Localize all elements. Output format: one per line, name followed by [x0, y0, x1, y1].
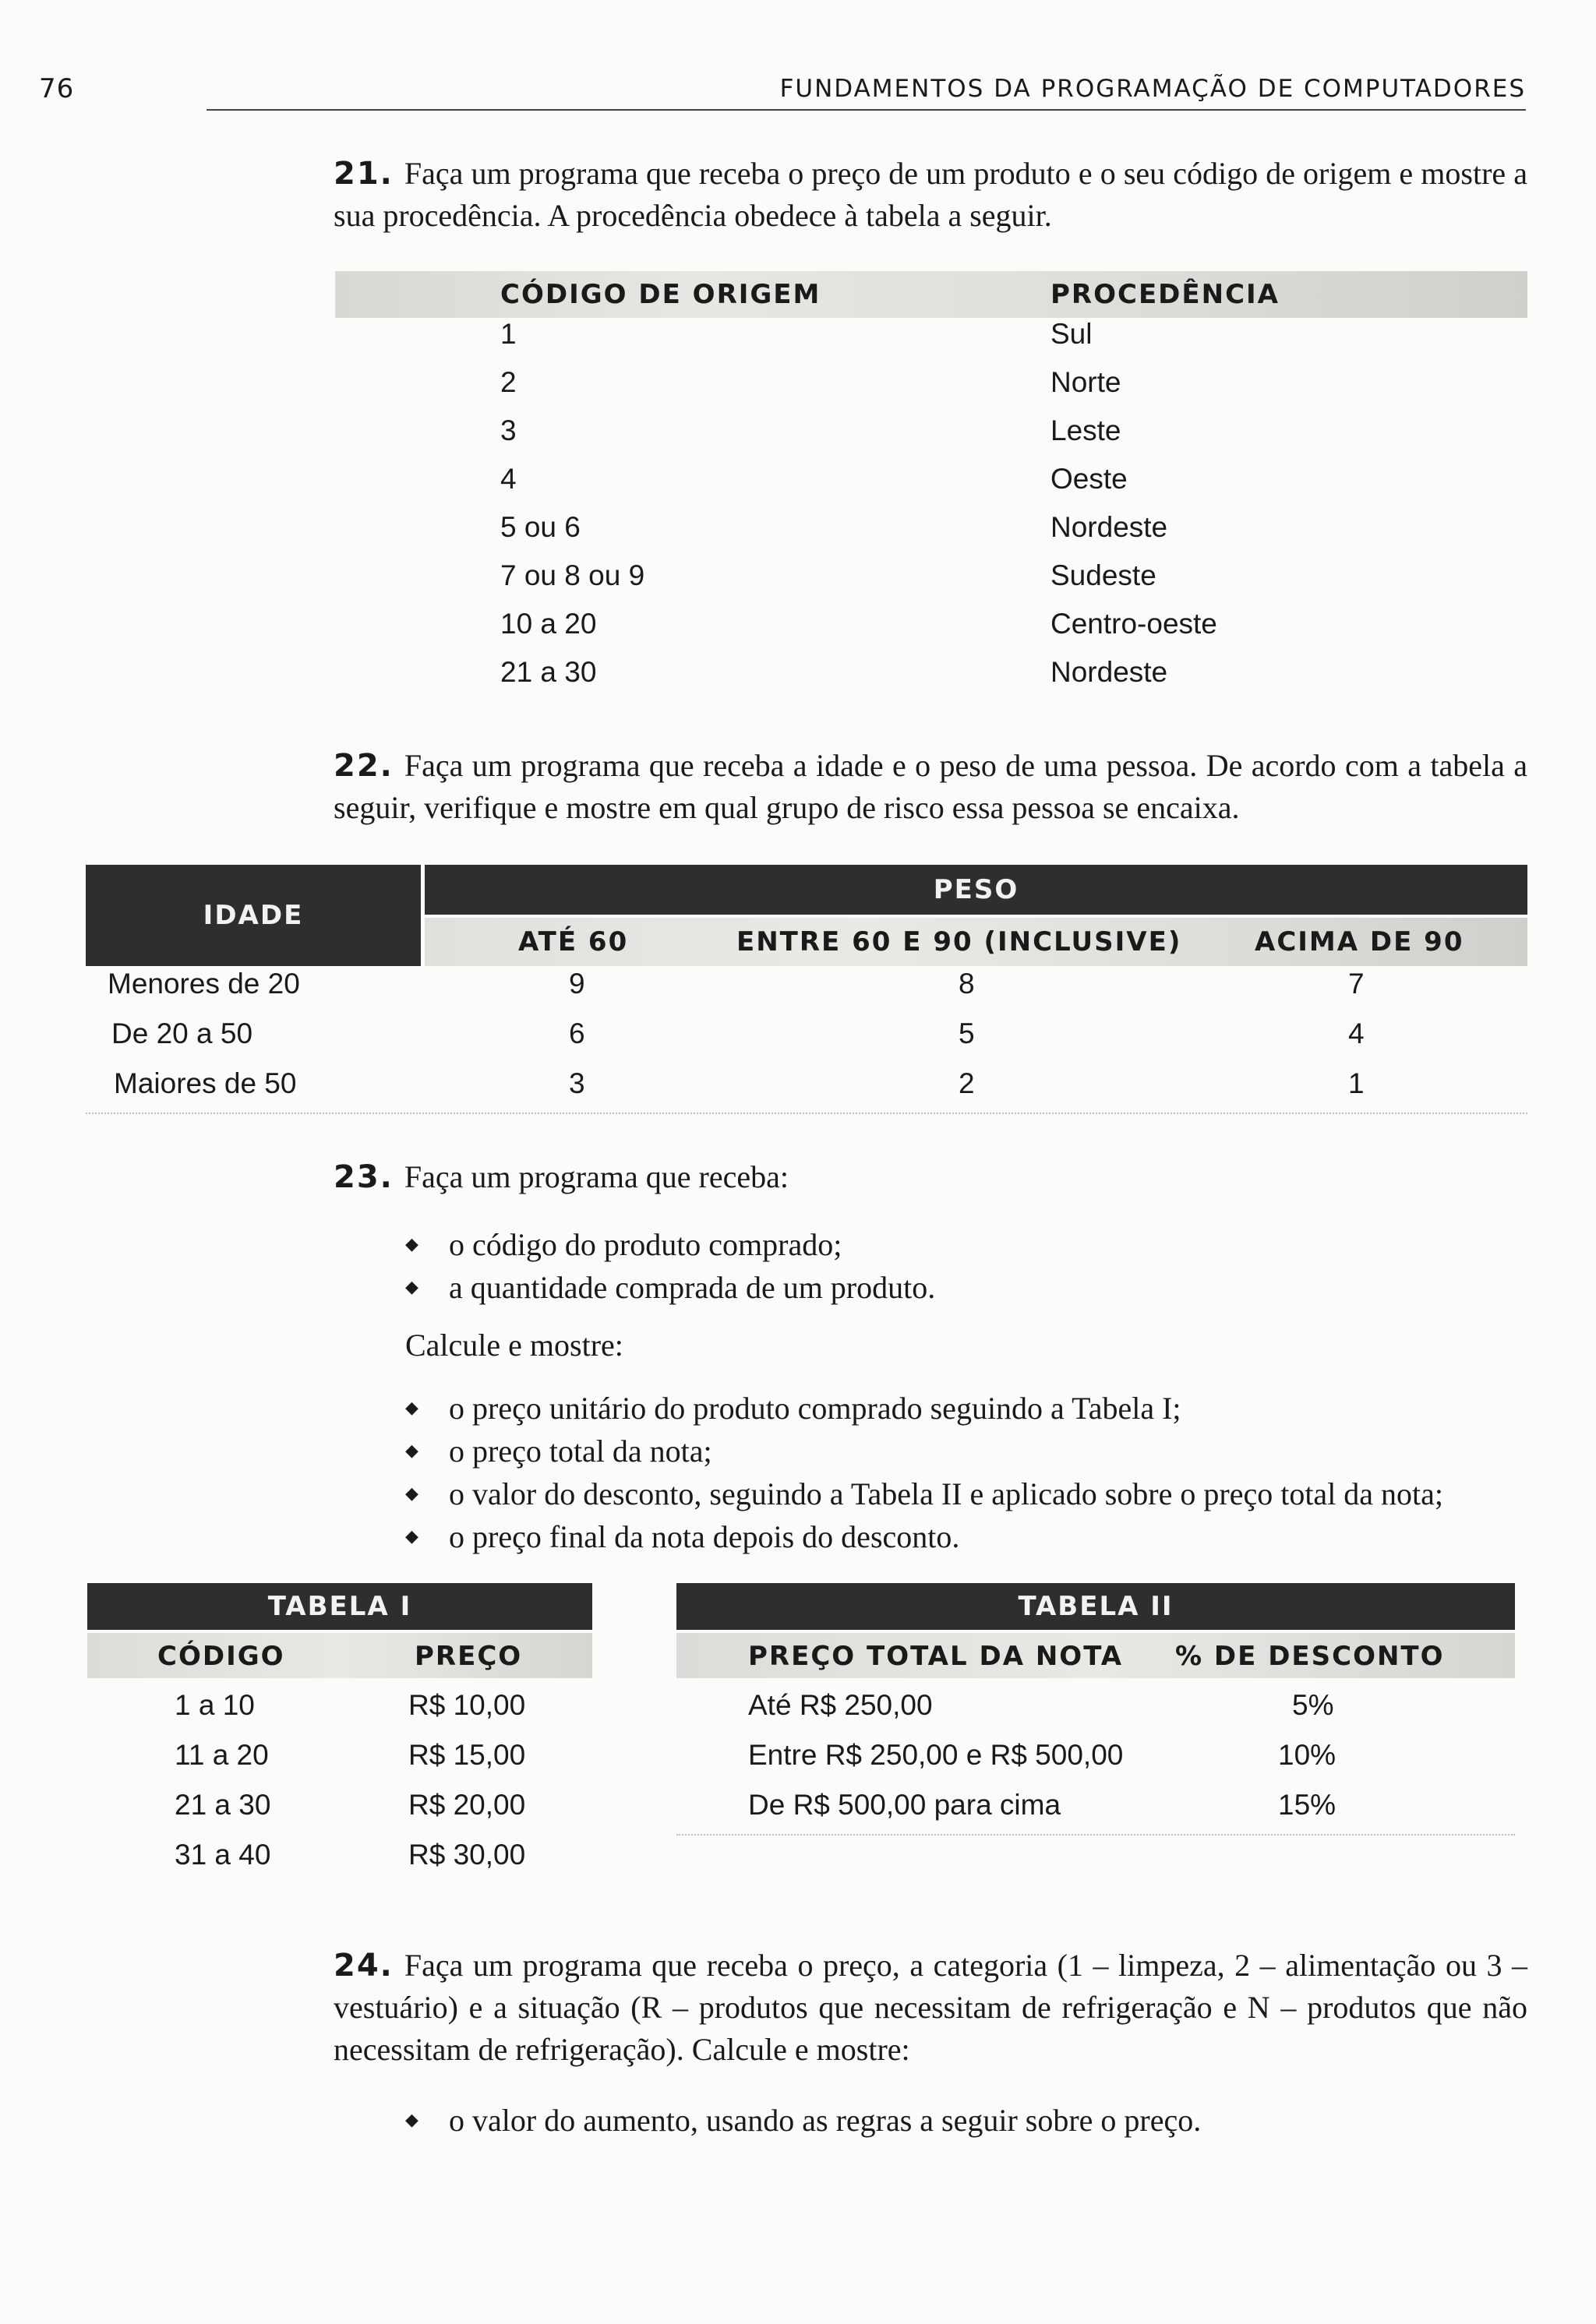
table-cell: 4 — [500, 463, 517, 495]
table-cell: 11 a 20 — [175, 1739, 269, 1771]
table-cell: 5% — [1292, 1689, 1334, 1721]
table-cell: Nordeste — [1050, 656, 1168, 688]
tabela-1-header-row — [87, 1633, 592, 1678]
table-cell: R$ 20,00 — [408, 1789, 526, 1821]
table-cell: Sul — [1050, 318, 1093, 350]
table-cell: 2 — [959, 1067, 975, 1099]
table-cell: 5 ou 6 — [500, 511, 581, 543]
list-item: ◆ o preço total da nota; — [405, 1430, 1527, 1472]
table-cell: 1 — [500, 318, 517, 350]
list-item: ◆ o preço final da nota depois do desconto. — [405, 1515, 1527, 1558]
table-header-cell: PROCEDÊNCIA — [1050, 279, 1280, 310]
table-cell: 7 — [1348, 968, 1365, 1000]
table-header-cell: PREÇO TOTAL DA NOTA — [748, 1641, 1124, 1672]
exercise-text: Faça um programa que receba o preço de um produto e o seu código de origem e mostre a sua procedência. A procedência obedece à tabela a seguir. — [334, 156, 1527, 233]
exercise-22 — [334, 745, 1527, 829]
table-cell: 31 a 40 — [175, 1839, 271, 1871]
exercise-number: 23. — [334, 1159, 394, 1195]
list-item: ◆ o valor do aumento, usando as regras a seguir sobre o preço. — [405, 2099, 1527, 2142]
table-cell: 21 a 30 — [500, 656, 597, 688]
exercise-number: 22. — [334, 748, 394, 784]
table-cell: 1 a 10 — [175, 1689, 255, 1721]
page-number: 76 — [39, 73, 75, 104]
exercise-number: 24. — [334, 1948, 394, 1984]
table-cell: R$ 10,00 — [408, 1689, 526, 1721]
exercise-text: Faça um programa que receba a idade e o peso de uma pessoa. De acordo com a tabela a seguir, verifique e mostre em qual grupo de risco essa pessoa se encaixa. — [334, 748, 1527, 825]
list-item: ◆ o código do produto comprado; — [405, 1223, 1527, 1266]
table-header-cell: CÓDIGO — [157, 1641, 285, 1672]
table-header-cell: % DE DESCONTO — [1175, 1641, 1445, 1672]
table-cell: Norte — [1050, 366, 1121, 398]
tabela-2-header-row — [676, 1633, 1515, 1678]
table-cell: Nordeste — [1050, 511, 1168, 543]
list-item: ◆ o valor do desconto, seguindo a Tabela II e aplicado sobre o preço total da nota; — [405, 1472, 1527, 1515]
table-cell: 6 — [569, 1017, 585, 1049]
list-item: ◆ o preço unitário do produto comprado seguindo a Tabela I; — [405, 1387, 1527, 1430]
header-rule — [207, 109, 1526, 111]
table-cell: 9 — [569, 968, 585, 1000]
weight-subheader-row — [425, 918, 1527, 966]
table-cell: R$ 30,00 — [408, 1839, 526, 1871]
calc-label: Calcule e mostre: — [405, 1328, 623, 1363]
table-cell: Oeste — [1050, 463, 1128, 495]
table-cell: Entre R$ 250,00 e R$ 500,00 — [748, 1739, 1124, 1771]
table-cell: 4 — [1348, 1017, 1365, 1049]
table-header-cell: CÓDIGO DE ORIGEM — [500, 279, 821, 310]
table-cell: De 20 a 50 — [111, 1017, 253, 1049]
table-cell: 3 — [569, 1067, 585, 1099]
table-divider — [676, 1834, 1515, 1836]
input-list — [405, 1223, 1527, 1309]
table-header-cell: ENTRE 60 E 90 (INCLUSIVE) — [736, 926, 1182, 957]
table-cell: 5 — [959, 1017, 975, 1049]
table-cell: 2 — [500, 366, 517, 398]
tabela-2-title: TABELA II — [676, 1583, 1515, 1630]
list-item: ◆ a quantidade comprada de um produto. — [405, 1266, 1527, 1309]
table-cell: Menores de 20 — [108, 968, 300, 1000]
table-cell: Sudeste — [1050, 559, 1156, 591]
table-cell: R$ 15,00 — [408, 1739, 526, 1771]
table-cell: 3 — [500, 414, 517, 446]
exercise-21 — [334, 153, 1527, 237]
table-cell: Até R$ 250,00 — [748, 1689, 933, 1721]
tabela-1-title: TABELA I — [87, 1583, 592, 1630]
origin-table-header — [335, 271, 1527, 318]
output-list — [405, 1387, 1527, 1558]
exercise-23 — [334, 1156, 1527, 1198]
table-cell: Maiores de 50 — [114, 1067, 297, 1099]
exercise-24 — [334, 1945, 1527, 2071]
age-header: IDADE — [86, 865, 421, 966]
table-cell: 7 ou 8 ou 9 — [500, 559, 645, 591]
table-cell: 1 — [1348, 1067, 1365, 1099]
table-cell: 15% — [1278, 1789, 1336, 1821]
table-divider — [86, 1113, 1527, 1114]
exercise-number: 21. — [334, 156, 394, 192]
table-header-cell: ACIMA DE 90 — [1255, 926, 1464, 957]
output-list — [405, 2099, 1527, 2142]
table-header-cell: ATÉ 60 — [518, 926, 629, 957]
table-cell: De R$ 500,00 para cima — [748, 1789, 1061, 1821]
weight-header: PESO — [425, 865, 1527, 915]
table-cell: 8 — [959, 968, 975, 1000]
exercise-text: Faça um programa que receba o preço, a categoria (1 – limpeza, 2 – alimentação ou 3 – vestuário) e a situação (R – produtos que necessitam de refrigeração e N – produtos que não necessitam de refrigeração). Calcule e mostre: — [334, 1948, 1527, 2067]
table-cell: 21 a 30 — [175, 1789, 271, 1821]
table-cell: 10 a 20 — [500, 608, 597, 640]
table-cell: Centro-oeste — [1050, 608, 1217, 640]
table-cell: Leste — [1050, 414, 1121, 446]
table-cell: 10% — [1278, 1739, 1336, 1771]
exercise-text: Faça um programa que receba: — [404, 1159, 789, 1194]
table-header-cell: PREÇO — [415, 1641, 523, 1672]
running-title: FUNDAMENTOS DA PROGRAMAÇÃO DE COMPUTADORES — [779, 75, 1526, 103]
